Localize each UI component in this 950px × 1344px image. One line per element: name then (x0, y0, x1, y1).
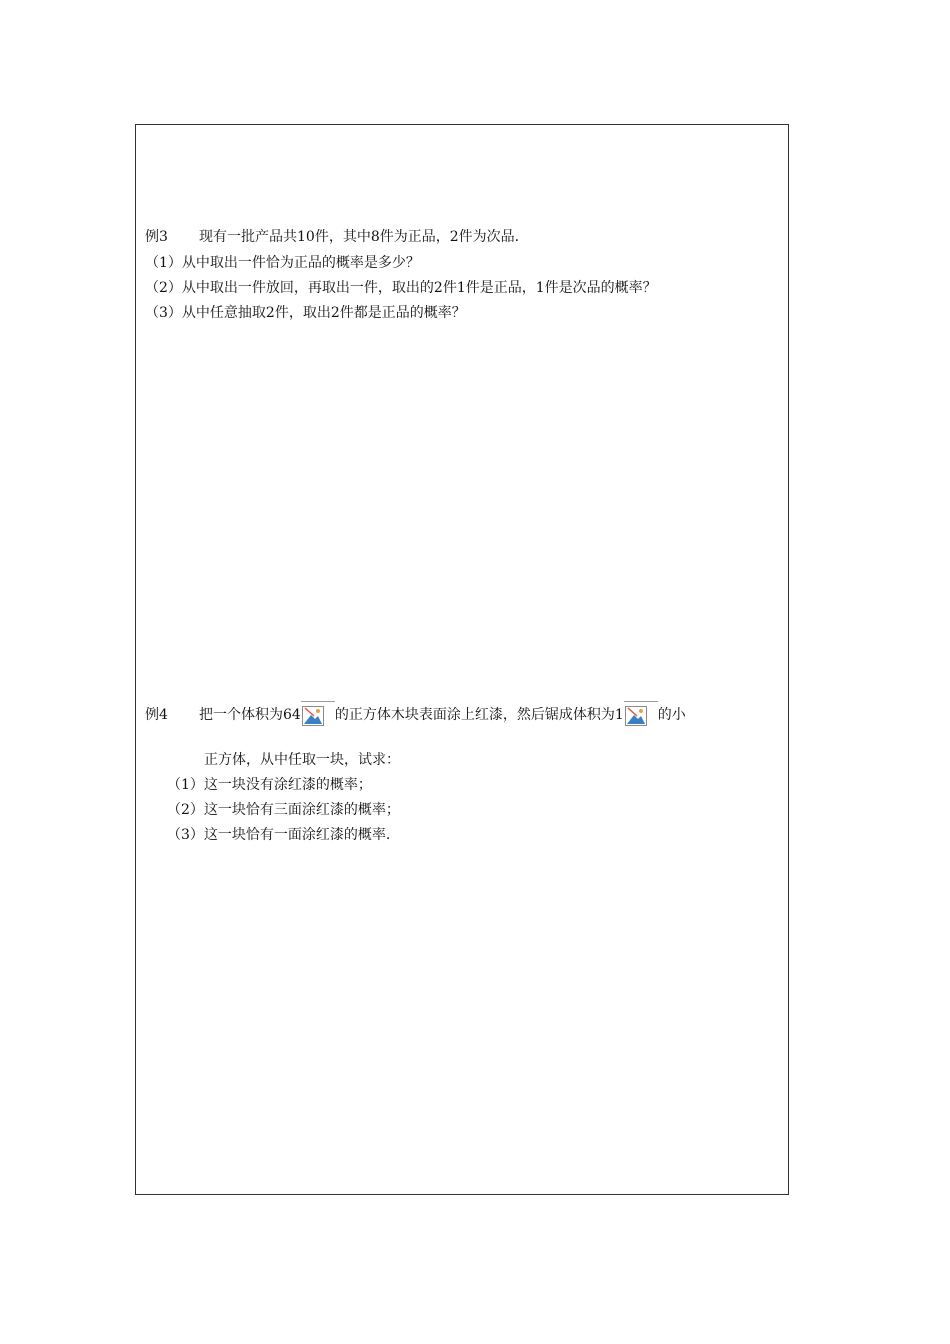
example4-stem-part1: 把一个体积为64 (199, 707, 301, 723)
example3-label: 例3 (145, 229, 168, 245)
example4-stem-line (145, 701, 686, 729)
example3-stem-line (145, 227, 519, 247)
example4-label: 例4 (145, 707, 168, 723)
example4-question-1: （1）这一块没有涂红漆的概率； (167, 777, 372, 793)
example3-question-2: （2）从中取出一件放回，再取出一件，取出的2件1件是正品，1件是次品的概率？ (145, 280, 657, 296)
example4-stem-part3: 的小 (657, 707, 686, 723)
example3-stem: 现有一批产品共10件，其中8件为正品，2件为次品. (199, 229, 520, 245)
example4-stem-line2: 正方体，从中任取一块，试求： (204, 752, 400, 768)
broken-image-icon (624, 701, 658, 729)
broken-image-icon (301, 701, 335, 729)
example3-question-3: （3）从中任意抽取2件，取出2件都是正品的概率？ (145, 305, 466, 321)
example4-stem-part2: 的正方体木块表面涂上红漆，然后锯成体积为1 (334, 707, 624, 723)
example3-question-1: （1）从中取出一件恰为正品的概率是多少？ (145, 255, 420, 271)
example4-question-2: （2）这一块恰有三面涂红漆的概率； (167, 802, 400, 818)
example4-question-3: （3）这一块恰有一面涂红漆的概率. (167, 827, 391, 843)
